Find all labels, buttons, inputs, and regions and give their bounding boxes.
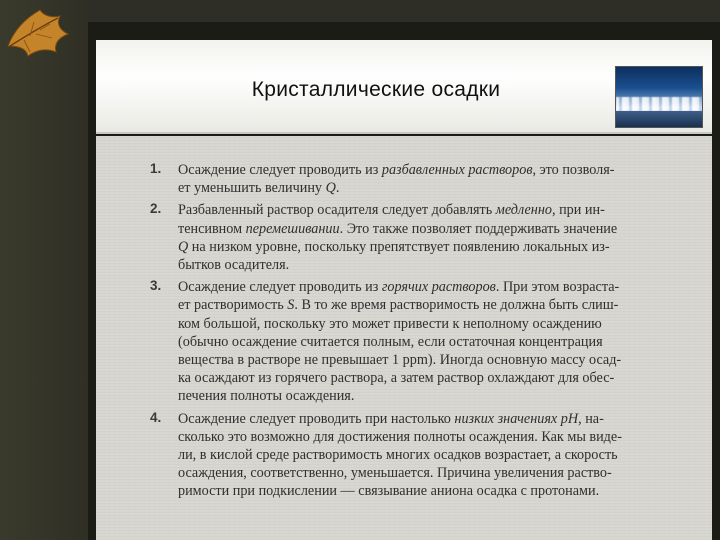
text-line: сколько это возможно для достижения полноты осаждения. Как мы виде- (178, 428, 622, 445)
list-item-number: 3. (150, 278, 162, 294)
text-line: Осаждение следует проводить из разбавленных растворов, это позволя- (178, 162, 615, 178)
list-item-number: 1. (150, 161, 162, 176)
text-line: (обычно осаждение считается полным, если остаточная концентрация (178, 333, 603, 350)
slide-title: Кристаллические осадки (251, 78, 501, 101)
text-line: ка осаждают из горячего раствора, а затем раствор охлаждают для обес- (178, 370, 615, 387)
text-line: Осаждение следует проводить при настолько низких значениях pH, на- (178, 410, 604, 427)
text-line: ком большой, поскольку это может привести к неполному осаждению (178, 315, 602, 332)
text-line: римости при подкислении — связывание аниона осадка с протонами. (178, 483, 600, 500)
numbered-list (136, 161, 706, 505)
text-line: Осаждение следует проводить из горячих растворов. При этом возраста- (178, 279, 620, 296)
slide-title-bar (96, 40, 712, 134)
list-item (136, 201, 706, 274)
text-line: бытков осадителя. (178, 257, 290, 274)
text-line: Q на низком уровне, поскольку препятствует появлению локальных из- (178, 238, 610, 255)
text-line: печения полноты осаждения. (178, 388, 355, 405)
list-item-number: 4. (150, 409, 162, 425)
autumn-leaf-icon (0, 0, 80, 60)
text-line: ет уменьшить величину Q. (178, 180, 340, 197)
list-item-number: 2. (150, 201, 162, 217)
text-line: Разбавленный раствор осадителя следует добавлять медленно, при ин- (178, 202, 605, 219)
landscape-photo-icon (615, 66, 703, 128)
list-item (136, 278, 706, 405)
scanned-page (96, 136, 712, 540)
text-line: осаждения, соответственно, уменьшается. Причина увеличения раство- (178, 465, 612, 482)
list-item (136, 161, 706, 197)
left-decorative-strip (0, 0, 88, 540)
text-line: тенсивном перемешивании. Это также позволяет поддерживать значение (178, 220, 618, 237)
list-item (136, 410, 706, 501)
text-line: ли, в кислой среде растворимость многих осадков возрастает, а скорость (178, 447, 618, 464)
text-line: ет растворимость S. В то же время растворимость не должна быть слиш- (178, 297, 619, 314)
top-band (88, 0, 720, 22)
text-line: вещества в растворе не превышает 1 ppm). Иногда основную массу осад- (178, 352, 622, 369)
